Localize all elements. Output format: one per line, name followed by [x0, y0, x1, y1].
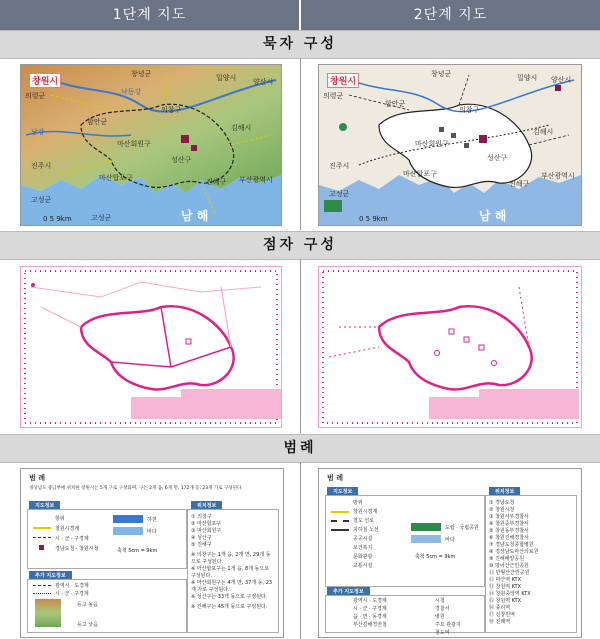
position-item: ⑨ 진해해양공원 [489, 556, 525, 562]
park-swatch [411, 523, 441, 531]
position-note: ※ 의창구는 1개 읍, 2개 면, 29개 동으로 구성된다. [191, 552, 271, 565]
legend-item: 시 · 군 · 구경계 [55, 591, 89, 597]
position-note: ※ 성산구는 33개 동으로 구성된다. [191, 594, 268, 600]
rail-swatch [331, 520, 349, 522]
legend-tab: 추가 지도정보 [327, 587, 370, 596]
legend-item: 등고 낮음 [77, 622, 98, 628]
legend-item: 창원시경계 [55, 526, 80, 532]
scale-bar: 0 5 9km [43, 215, 72, 223]
legend-title: 범 례 [327, 474, 343, 482]
map-stage2 [318, 64, 582, 226]
place-label: 김해시 [231, 124, 252, 132]
place-label: 창녕군 [131, 70, 152, 78]
position-note: ※ 마산합포구는 1개 읍, 8개 동으로 구성된다. [191, 566, 270, 579]
river-label: 남강 [31, 128, 45, 136]
position-note: ※ 진해구는 45개 동으로 구성된다. [191, 604, 268, 610]
city-label: 창원시 [29, 73, 61, 88]
place-label: 함안군 [87, 118, 108, 126]
legend-item: 주요 관광지 [435, 622, 461, 628]
legend-title: 범 례 [29, 474, 45, 482]
place-label: 의령군 [25, 92, 46, 100]
header-stage1: 1단계 지도 [0, 0, 299, 30]
subway-swatch [331, 529, 349, 531]
legend-scale: 축척 5cm = 9km [415, 554, 456, 560]
position-item: ② 마산합포구 [191, 521, 222, 527]
hall-swatch [39, 545, 44, 550]
boundary-swatch [33, 527, 51, 529]
legend-item: 바다 [445, 537, 455, 543]
place-label: 부산광역시 [541, 172, 575, 180]
legend-item: 경남도청 · 창원시청 [55, 546, 99, 552]
position-item: ⑤ 진해구 [191, 542, 212, 548]
legend-stage1 [20, 468, 284, 638]
place-label: 마산합포구 [99, 174, 133, 182]
section-legend: 범례 [0, 434, 600, 463]
legend-tab: 추가 지도정보 [29, 571, 72, 580]
position-item: ⑩ 방어산근린공원 [489, 563, 529, 569]
column-divider [300, 58, 301, 230]
legend-item: 바다 [147, 529, 157, 535]
braille-map-graphic [319, 267, 581, 427]
legend-item: 경찰서 [435, 606, 450, 612]
place-label: 김해시 [533, 128, 554, 136]
place-label: 고성군 [329, 190, 350, 198]
boundary-swatch [331, 511, 349, 513]
position-item: ① 경남도청 [489, 500, 515, 506]
braille-map-graphic [21, 267, 281, 427]
elevation-swatch [35, 599, 61, 627]
position-item: ⑫ 마산역 KTX [489, 577, 522, 583]
legend-item: 읍 · 면 · 동경계 [353, 614, 387, 620]
simplified-map-graphic [319, 65, 581, 225]
scale-bar: 0 5 9km [359, 215, 388, 223]
boundary-swatch [33, 585, 51, 586]
boundary-swatch [33, 537, 51, 538]
legend-item: 교통시설 [353, 563, 373, 569]
legend-item: 광역시 · 도경계 [353, 598, 387, 604]
boundary-swatch [33, 593, 51, 594]
legend-item: 방위 [353, 500, 363, 506]
header-stage2: 2단계 지도 [301, 0, 600, 30]
place-label: 함안군 [385, 100, 406, 108]
column-divider [300, 462, 301, 639]
place-label: 고성군 [31, 196, 52, 204]
place-label: 고성군 [91, 214, 112, 222]
position-item: ⑭ 창원중앙역 KTX [489, 591, 531, 597]
legend-box [325, 495, 485, 587]
column-divider [300, 259, 301, 433]
city-label: 창원시 [327, 73, 359, 88]
legend-box [27, 509, 187, 569]
sea-label: 남 해 [479, 209, 507, 223]
sea-swatch [411, 535, 441, 543]
legend-item: 철도역 [435, 630, 450, 636]
legend-item: 문화관광 [353, 554, 373, 560]
position-item: ② 창원시청 [489, 507, 515, 513]
place-label: 양산시 [253, 78, 274, 86]
legend-item: 시 · 군 · 구경계 [55, 536, 89, 542]
river-swatch [113, 515, 143, 523]
position-item: ⑯ 중리역 [489, 605, 511, 611]
place-label: 마산합포구 [403, 170, 437, 178]
position-item: ⑦ 경남도청종합병원 [489, 542, 534, 548]
section-ink: 묵자 구성 [0, 30, 600, 59]
legend-scale: 축척 5cm = 9km [117, 548, 158, 554]
position-item: ④ 성산구 [191, 535, 212, 541]
sea-label: 남 해 [181, 209, 209, 223]
place-label: 진주시 [329, 162, 350, 170]
legend-tab: 지도정보 [29, 501, 60, 510]
braille-map-stage2 [318, 266, 582, 428]
river-label: 낙동강 [121, 88, 142, 96]
legend-item: 도립 · 국립공원 [445, 525, 479, 531]
braille-map-stage1 [20, 266, 282, 428]
place-label: 진주시 [31, 162, 52, 170]
legend-item: 창원시경계 [353, 509, 378, 515]
position-item: ⑬ 창원역 KTX [489, 584, 522, 590]
place-label: 양산시 [551, 76, 572, 84]
position-item: ① 의창구 [191, 514, 212, 520]
place-label: 부산광역시 [239, 176, 273, 184]
place-label: 성산구 [171, 156, 192, 164]
legend-tab: 위치정보 [489, 487, 520, 496]
legend-item: 시청 [435, 598, 445, 604]
legend-item: 공공시설 [353, 536, 373, 542]
place-label: 진해구 [509, 180, 530, 188]
legend-item: 부산김해경전철 [353, 622, 387, 628]
relief-map-graphic [21, 65, 281, 225]
legend-intro: 경상남도 중남부에 위치한 창원시는 5개 구로 구성되며, 구는 2개 읍, 6개 면, 172개 동, 23개 가로 구성된다. [29, 486, 243, 491]
map-stage1 [20, 64, 282, 226]
place-label: 마산회원구 [117, 140, 151, 148]
place-label: 의창구 [459, 106, 480, 114]
legend-tab: 지도정보 [327, 487, 358, 496]
legend-item: 항위 [55, 516, 65, 522]
place-label: 밀양시 [216, 74, 237, 82]
legend-item: 병원 [435, 614, 445, 620]
position-item: ③ 창원서부경찰서 [489, 514, 529, 520]
legend-item: 지하철 노선 [353, 527, 379, 533]
legend-item: 철도 선로 [353, 518, 374, 524]
legend-tab: 위치정보 [191, 501, 222, 510]
place-label: 의령군 [323, 92, 344, 100]
legend-item: 광역시 · 도경계 [55, 583, 89, 589]
legend-item: 하천 [147, 517, 157, 523]
place-label: 마산회원구 [415, 140, 449, 148]
position-item: ⑥ 창원진해경찰서 [489, 535, 529, 541]
place-label: 밀양시 [517, 74, 538, 82]
legend-stage2 [318, 468, 582, 638]
position-note: ※ 마산회원구는 4개 면, 37개 동, 23개 가로 구성된다. [191, 580, 273, 593]
section-braille: 점자 구성 [0, 231, 600, 260]
position-item: ⑱ 진례역 [489, 619, 511, 625]
place-label: 성산구 [487, 154, 508, 162]
legend-item: 시 · 군 · 구경계 [353, 606, 387, 612]
position-item: ⑰ 신창원역 [489, 612, 515, 618]
place-label: 의창구 [161, 106, 182, 114]
position-item: ⑤ 창원동부경찰서 [489, 528, 529, 534]
sea-swatch [113, 527, 143, 535]
legend-box [325, 595, 485, 633]
place-label: 창녕군 [431, 70, 452, 78]
position-item: ④ 창원중부경찰서 [489, 521, 529, 527]
position-item: ③ 마산회원구 [191, 528, 222, 534]
place-label: 진해구 [206, 178, 227, 186]
position-item: ⑪ 반월산근린공원 [489, 570, 530, 576]
position-item: ⑮ 창원역 KTX [489, 598, 522, 604]
legend-item: 보건복지 [353, 545, 373, 551]
legend-item: 등고 높음 [77, 602, 98, 608]
position-item: ⑧ 경상남도마산의료원 [489, 549, 539, 555]
